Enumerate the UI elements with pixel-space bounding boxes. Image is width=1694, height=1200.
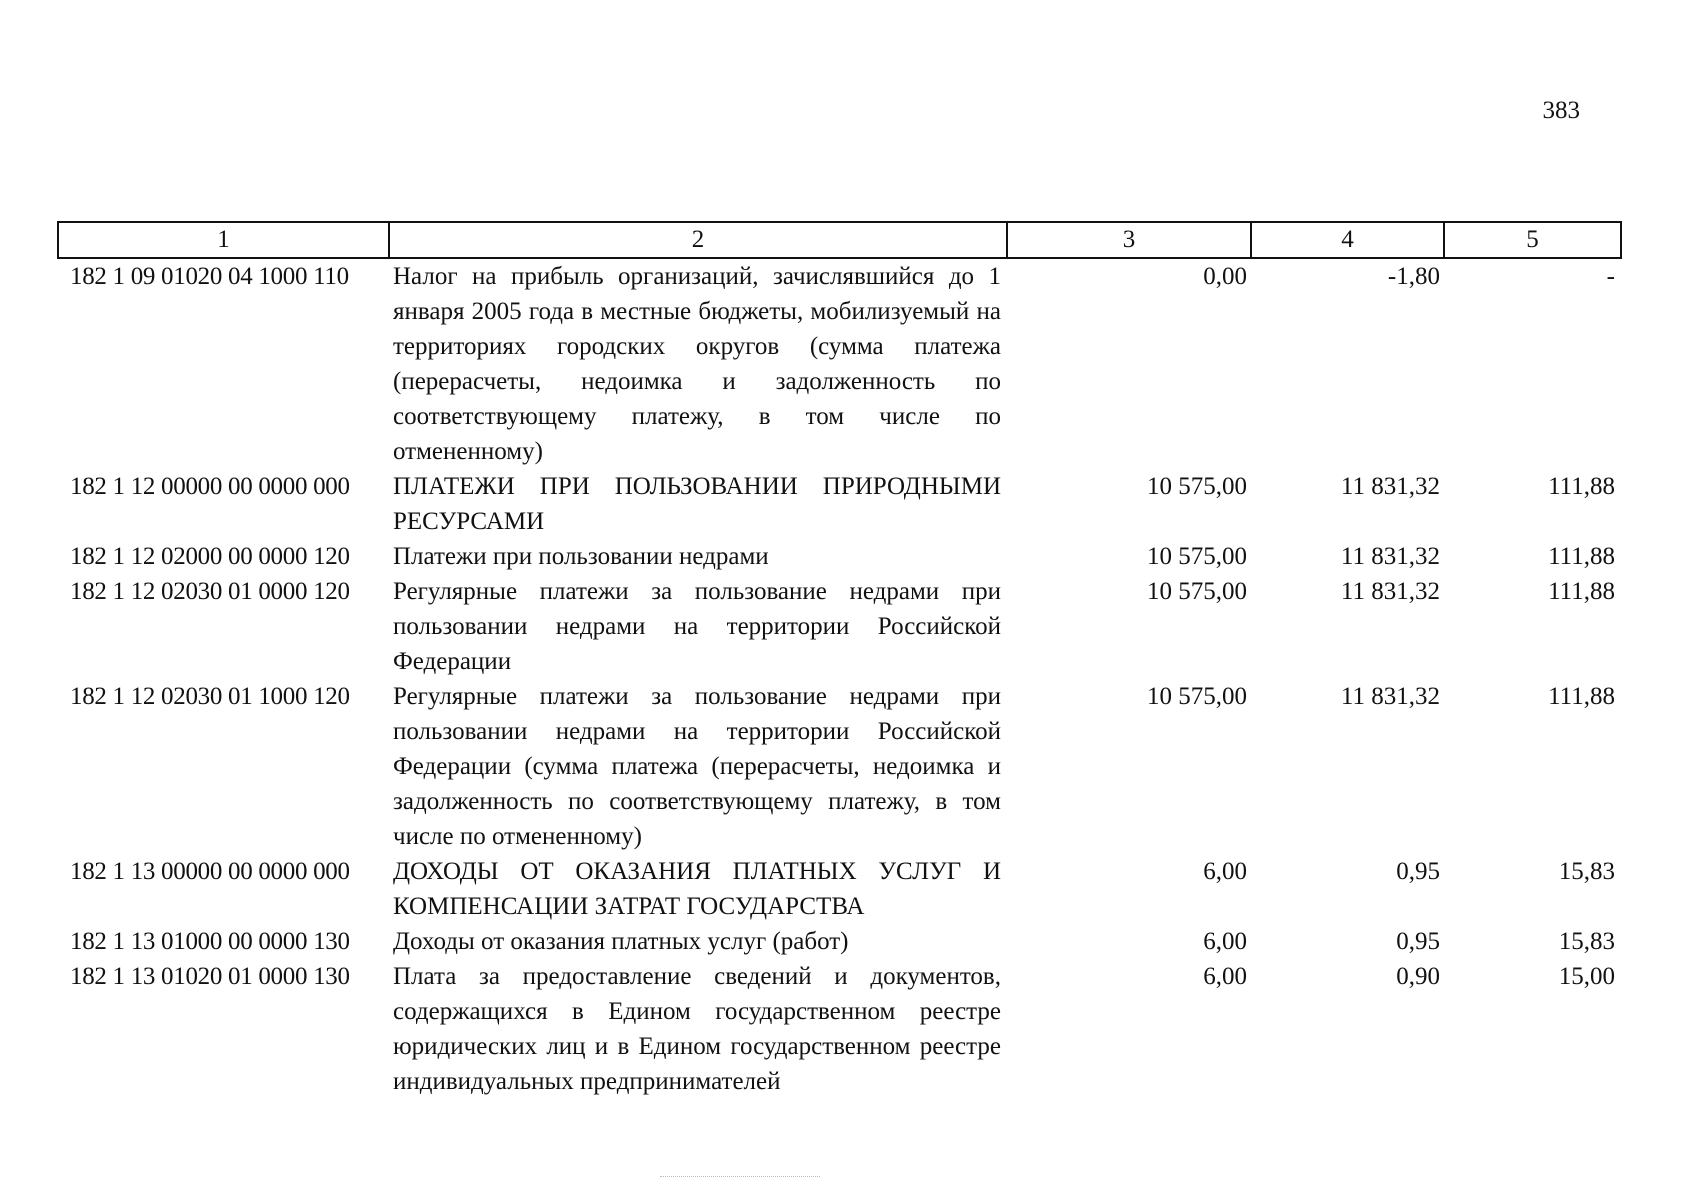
header-row [58,222,1621,258]
table-row [58,539,1621,574]
row-col4: 11 831,32 [1340,543,1440,570]
row-code: 182 1 13 00000 00 0000 000 [70,858,350,885]
row-name: ДОХОДЫ ОТ ОКАЗАНИЯ ПЛАТНЫХ УСЛУГ И КОМПЕНСАЦИИ ЗАТРАТ ГОСУДАРСТВА [393,858,1001,920]
row-code: 182 1 09 01020 04 1000 110 [70,263,349,290]
row-col5: 111,88 [1548,473,1615,500]
row-code: 182 1 12 02000 00 0000 120 [70,543,350,570]
row-col5: 111,88 [1548,543,1615,570]
row-col5: 111,88 [1548,683,1615,710]
row-name: Платежи при пользовании недрами [393,543,769,570]
row-col3: 10 575,00 [1147,473,1247,500]
row-code: 182 1 13 01000 00 0000 130 [70,928,350,955]
page-number: 383 [1542,97,1580,124]
row-name: Регулярные платежи за пользование недрами при пользовании недрами на территории Российской Федерации [393,578,1001,675]
table-row [58,258,1621,469]
row-col3: 6,00 [1203,928,1247,955]
scan-artifact [660,1176,820,1178]
header-col-3: 3 [1007,222,1251,258]
table-row [58,469,1621,539]
row-col4: 11 831,32 [1340,683,1440,710]
row-col5: 15,83 [1558,858,1615,885]
row-col4: 11 831,32 [1340,473,1440,500]
row-col3: 6,00 [1203,858,1247,885]
table-row [58,854,1621,924]
row-col3: 6,00 [1203,963,1247,990]
row-col5: 111,88 [1548,578,1615,605]
table-body [58,258,1621,1099]
row-col3: 10 575,00 [1147,683,1247,710]
revenue-table [57,221,1622,1099]
table-header [58,222,1621,258]
row-name: ПЛАТЕЖИ ПРИ ПОЛЬЗОВАНИИ ПРИРОДНЫМИ РЕСУРСАМИ [393,473,1001,535]
row-col3: 10 575,00 [1147,578,1247,605]
table-row [58,924,1621,959]
row-col4: 0,95 [1396,928,1440,955]
table-row [58,574,1621,679]
row-col3: 0,00 [1203,263,1247,290]
row-col4: 0,90 [1396,963,1440,990]
row-name: Регулярные платежи за пользование недрами при пользовании недрами на территории Российской Федерации (сумма платежа (перерасчеты, недоимка и задолженность по соответствующему платежу, в том числе по отмененному) [393,683,1001,850]
row-col4: -1,80 [1387,263,1440,290]
header-col-1: 1 [58,222,389,258]
row-col4: 11 831,32 [1340,578,1440,605]
row-name: Налог на прибыль организаций, зачислявшийся до 1 января 2005 года в местные бюджеты, мобилизуемый на территориях городских округов (сумма платежа (перерасчеты, недоимка и задолженность по соответствующему платежу, в том числе по отмененному) [393,263,1001,465]
row-name: Плата за предоставление сведений и документов, содержащихся в Едином государственном реестре юридических лиц и в Едином государственном реестре индивидуальных предпринимателей [393,963,1001,1095]
header-col-4: 4 [1251,222,1444,258]
table-row [58,679,1621,854]
row-col5: - [1606,263,1615,290]
row-col3: 10 575,00 [1147,543,1247,570]
row-code: 182 1 12 02030 01 0000 120 [70,578,350,605]
table-row [58,959,1621,1099]
header-col-2: 2 [389,222,1007,258]
row-name: Доходы от оказания платных услуг (работ) [393,928,849,955]
row-col4: 0,95 [1396,858,1440,885]
row-code: 182 1 12 02030 01 1000 120 [70,683,350,710]
row-code: 182 1 12 00000 00 0000 000 [70,473,350,500]
row-code: 182 1 13 01020 01 0000 130 [70,963,350,990]
row-col5: 15,00 [1558,963,1615,990]
row-col5: 15,83 [1558,928,1615,955]
header-col-5: 5 [1444,222,1621,258]
